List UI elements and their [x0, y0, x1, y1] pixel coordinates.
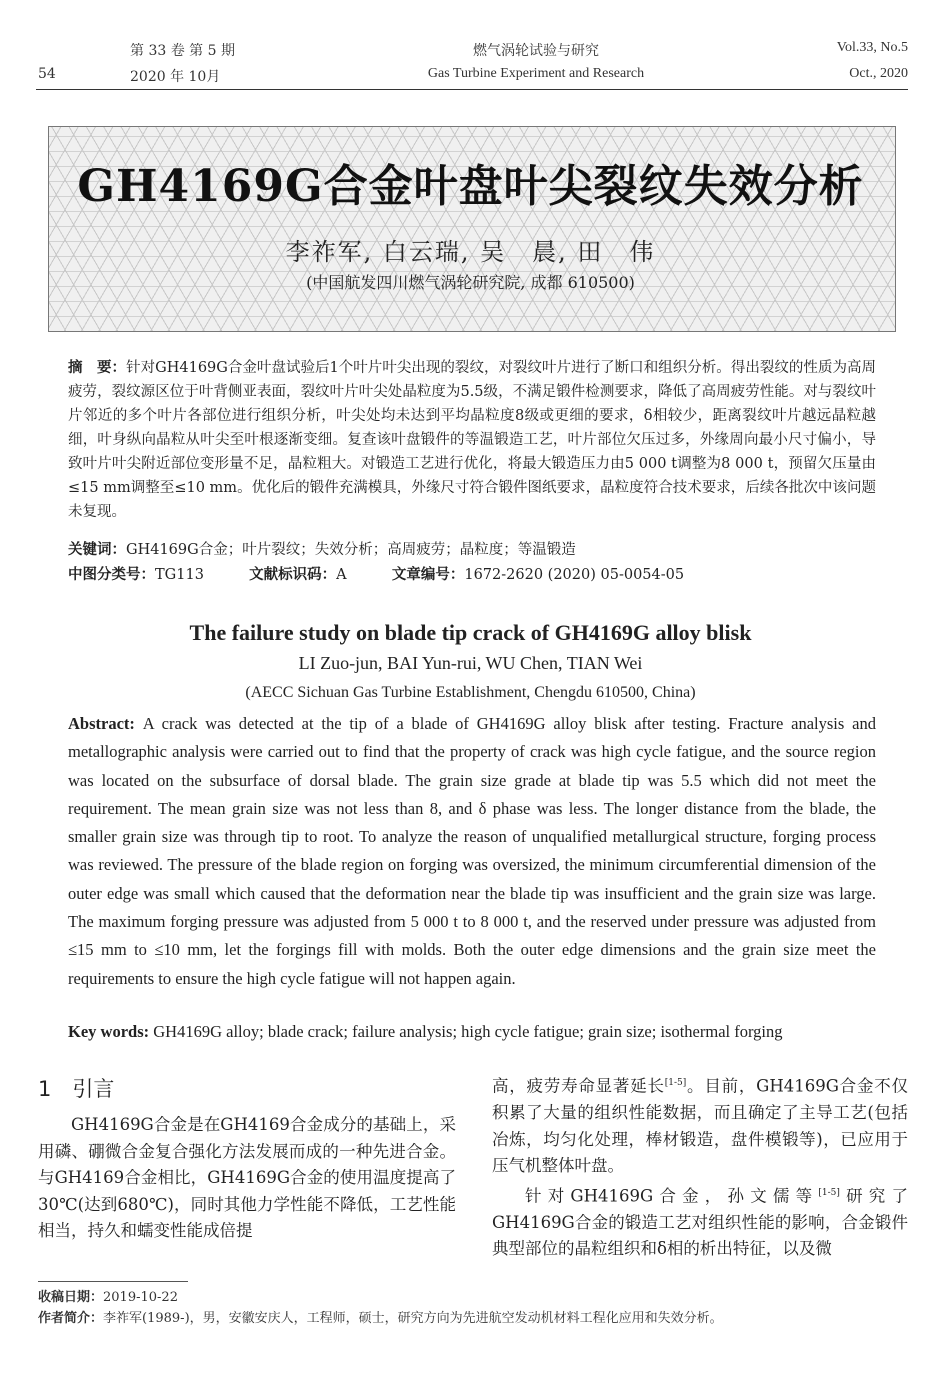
authors-cn: 李祚军, 白云瑞, 吴 晨, 田 伟 — [285, 238, 656, 266]
keywords-en-text: GH4169G alloy; blade crack; failure analysis; high cycle fatigue; grain size; isothermal forging — [153, 1022, 783, 1041]
doc-code-label: 文献标识码： — [249, 567, 337, 583]
received-date: 2019-10-22 — [103, 1290, 178, 1305]
abstract-en-label: Abstract — [68, 714, 130, 733]
paper-title-cn: GH4169G合金叶盘叶尖裂纹失效分析 — [77, 161, 864, 212]
abstract-cn — [68, 356, 876, 524]
article-number-label: 文章编号： — [391, 567, 465, 583]
footnote-rule — [38, 1281, 188, 1282]
keywords-en-label: Key words — [68, 1022, 144, 1041]
article-number-value: 1672-2620 (2020) 05-0054-05 — [464, 567, 685, 583]
body-right-column — [492, 1070, 908, 1263]
date-cn: 2020 年 10月 — [130, 69, 221, 85]
author-bio: 李祚军(1989-)，男，安徽安庆人，工程师，硕士，研究方向为先进航空发动机材料工程化应用和失效分析。 — [103, 1311, 723, 1326]
affiliation-en: (AECC Sichuan Gas Turbine Establishment, Chengdu 610500, China) — [245, 684, 696, 701]
keywords-en: Key words: GH4169G alloy; blade crack; failure analysis; high cycle fatigue; grain size; isothermal forging — [68, 1022, 783, 1041]
keywords-cn-label: 关键词： — [68, 542, 126, 558]
body-right-paragraph-2: 针对GH4169G合金，孙文儒等[1-5]研究了GH4169G合金的锻造工艺对组织性能的影响，合金锻件典型部位的晶粒组织和δ相的析出特征，以及微 — [492, 1186, 909, 1258]
journal-name-en: Gas Turbine Experiment and Research — [427, 66, 645, 81]
abstract-cn-label: 摘 要： — [68, 360, 127, 376]
journal-name-cn: 燃气涡轮试验与研究 — [473, 43, 599, 59]
date-en: Oct., 2020 — [849, 66, 908, 81]
citation: [1-5] — [664, 1078, 687, 1088]
keywords-cn-text: GH4169G合金；叶片裂纹；失效分析；高周疲劳；晶粒度；等温锻造 — [126, 542, 576, 558]
footnote-author — [38, 1307, 723, 1326]
volume-cn: 第 33 卷 第 5 期 — [130, 43, 235, 59]
abstract-en-text: A crack was detected at the tip of a blade of GH4169G alloy blisk after testing. Fracture analysis and metallographic analysis were carried out to find that the property of crack was high cycle fatigue, and the source region was located on the subsurface of dorsal blade. The grain size grade at blade tip was 5.5 which did not meet the requirement. The mean grain size was not less than 8, and δ phase was less. The longer distance from the blade, the smaller grain size was through tip to root. To analyze the reason of unqualified metallurgical structure, forging process was reviewed. The pressure of the blade region on forging was oversized, the minimum circumferential dimension of the outer edge was small which caused that the deformation near the blade tip was insufficient and the grain size was large. The maximum forging pressure was adjusted from 5 000 t to 8 000 t, and the reserved under pressure was adjusted from ≤15 mm to ≤10 mm, let the forgings fill with molds. Both the outer edge dimensions and the grain size meet the requirements to ensure the high cycle fatigue will not happen again. — [68, 714, 876, 988]
received-label: 收稿日期： — [38, 1290, 104, 1305]
body-left-paragraph: GH4169G合金是在GH4169合金成分的基础上，采用磷、硼微合金复合强化方法发展而成的一种先进合金。与GH4169合金相比，GH4169G合金的使用温度提高了30℃(达到680℃)，同时其他力学性能不降低，工艺性能相当，持久和蠕变性能成倍提 — [38, 1115, 456, 1240]
citation: [1-5] — [818, 1187, 840, 1198]
abstract-cn-text: 针对GH4169G合金叶盘试验后1个叶片叶尖出现的裂纹，对裂纹叶片进行了断口和组织分析。得出裂纹的性质为高周疲劳，裂纹源区位于叶背侧亚表面，裂纹叶片叶尖处晶粒度为5.5级，不满足锻件检测要求，降低了高周疲劳性能。对与裂纹叶片邻近的多个叶片各部位进行组织分析，叶尖处均未达到平均晶粒度8级或更细的要求，δ相较少，距离裂纹叶片越远晶粒越细，叶身纵向晶粒从叶尖至叶根逐渐变细。复查该叶盘锻件的等温锻造工艺，叶片部位欠压过多，外缘周向最小尺寸偏小，导致叶片叶尖附近部位变形量不足，晶粒粗大。对锻造工艺进行优化，将最大锻造压力由5 000 t调整为8 000 t，预留欠压量由≤15 mm调整至≤10 mm。优化后的锻件充满模具，外缘尺寸符合锻件图纸要求，晶粒度符合技术要求，后续各批次中该问题未复现。 — [68, 360, 877, 520]
author-bio-label: 作者简介： — [38, 1311, 104, 1326]
doc-code-value: A — [336, 567, 347, 583]
footnote-received — [38, 1286, 178, 1305]
affiliation-cn: (中国航发四川燃气涡轮研究院, 成都 610500) — [306, 273, 635, 292]
clc-label: 中图分类号： — [68, 567, 155, 583]
section-heading: 1 引言 — [38, 1077, 115, 1101]
classification-line — [68, 563, 684, 584]
volume-en: Vol.33, No.5 — [836, 40, 908, 55]
page-number: 54 — [38, 66, 56, 82]
clc-value: TG113 — [155, 567, 204, 583]
body-right-paragraph-1: 高，疲劳寿命显著延长[1-5]。目前，GH4169G合金不仅积累了大量的组织性能数据，而且确定了主导工艺(包括冶炼，均匀化处理，棒材锻造，盘件模锻等)，已应用于压气机整体叶盘。 — [492, 1076, 909, 1175]
abstract-en: Abstract: A crack was detected at the tip of a blade of GH4169G alloy blisk after testing. Fracture analysis and metallographic analysis were carried out to find that the property of crack was high cycle fatigue, and the source region was located on the subsurface of dorsal blade. The grain size grade at blade tip was 5.5 which did not meet the requirement. The mean grain size was not less than 8, and δ phase was less. The longer distance from the blade, the smaller grain size was through tip to root. To analyze the reason of unqualified metallurgical structure, forging process was reviewed. The pressure of the blade region on forging was oversized, the minimum circumferential dimension of the outer edge was small which caused that the deformation near the blade tip was insufficient and the grain size was large. The maximum forging pressure was adjusted from 5 000 t to 8 000 t, and the reserved under pressure was adjusted from ≤15 mm to ≤10 mm, let the forgings fill with molds. Both the outer edge dimensions and the grain size meet the requirements to ensure the high cycle fatigue will not happen again. — [68, 714, 876, 988]
paper-title-en: The failure study on blade tip crack of GH4169G alloy blisk — [189, 620, 752, 645]
header-rule — [36, 89, 908, 90]
authors-en: LI Zuo-jun, BAI Yun-rui, WU Chen, TIAN Wei — [298, 653, 643, 673]
keywords-cn — [68, 538, 576, 559]
